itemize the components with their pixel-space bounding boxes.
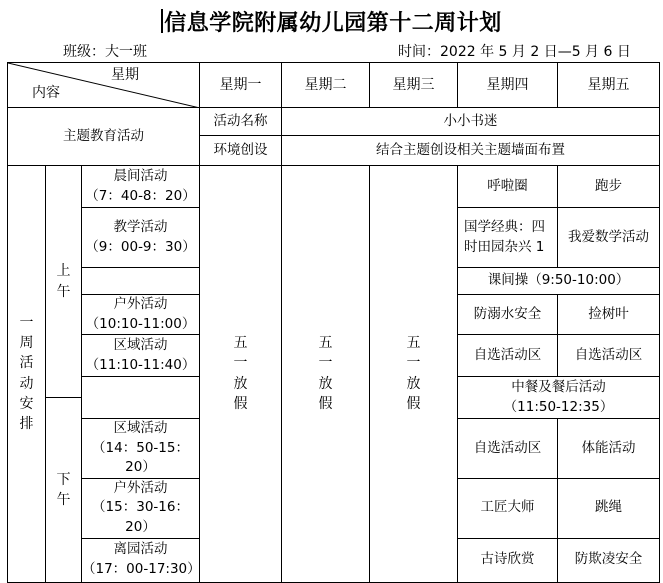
fri-outdoor-pm: 跳绳	[558, 478, 660, 538]
activity-time: （10:10-11:00）	[85, 315, 196, 332]
activity-name: 户外活动	[113, 296, 168, 312]
theme-row-1	[8, 108, 660, 136]
holiday-tue	[282, 166, 370, 583]
activity-time: （15：30-16：20）	[92, 499, 189, 535]
activity-name-label: 活动名称	[200, 108, 282, 136]
holiday-text-mon: 五一放假	[233, 335, 248, 413]
corner-content-label: 内容	[32, 84, 60, 101]
header-row	[8, 63, 660, 108]
activity-morning-exercise	[82, 166, 200, 208]
morning-label-text: 上午	[56, 263, 71, 300]
lunch-activity	[458, 377, 660, 419]
break-exercise: 课间操（9:50-10:00）	[458, 268, 660, 295]
fri-morning-exercise: 跑步	[558, 166, 660, 208]
holiday-text-wed: 五一放假	[406, 335, 421, 413]
thu-area-pm: 自选活动区	[458, 419, 558, 479]
activity-name: 晨间活动	[113, 167, 168, 184]
afternoon-label-text: 下午	[56, 471, 71, 508]
activity-name: 区域活动	[113, 420, 168, 437]
class-info: 班级：大一班	[63, 44, 147, 60]
activity-name: 教学活动	[113, 218, 168, 235]
activity-teaching	[82, 208, 200, 268]
morning-label	[46, 166, 82, 398]
activity-outdoor-am	[82, 295, 200, 335]
page-title	[0, 6, 663, 37]
fri-outdoor-am: 捡树叶	[558, 295, 660, 335]
thu-morning-exercise: 呼啦圈	[458, 166, 558, 208]
activity-leave	[82, 538, 200, 582]
fri-area-am: 自选活动区	[558, 335, 660, 377]
lunch-name: 中餐及餐后活动	[511, 379, 606, 396]
activity-name-value: 小小书迷	[282, 108, 660, 136]
activity-name: 户外活动	[113, 479, 168, 496]
theme-label: 主题教育活动	[8, 108, 200, 166]
day-header-mon: 星期一	[200, 63, 282, 108]
activity-name: 离园活动	[113, 541, 168, 558]
lunch-time: （11:50-12:35）	[503, 398, 614, 415]
week-label-text: 一周活动安排	[19, 314, 34, 433]
weekly-plan-table	[7, 62, 660, 583]
fri-area-pm: 体能活动	[558, 419, 660, 479]
activity-time: （7：40-8：20）	[85, 187, 196, 204]
thu-outdoor-pm: 工匠大师	[458, 478, 558, 538]
thu-leave: 古诗欣赏	[458, 538, 558, 582]
corner-header	[8, 63, 200, 108]
fri-leave: 防欺凌安全	[558, 538, 660, 582]
page-title-text: 信息学院附属幼儿园第十二周计划	[164, 11, 502, 36]
thu-area-am: 自选活动区	[458, 335, 558, 377]
holiday-wed	[370, 166, 458, 583]
activity-name: 区域活动	[113, 337, 168, 354]
thu-outdoor-am: 防溺水安全	[458, 295, 558, 335]
thu-teaching: 国学经典：四时田园杂兴 1	[458, 208, 558, 268]
day-header-tue: 星期二	[282, 63, 370, 108]
date-info: 时间：2022 年 5 月 2 日—5 月 6 日	[398, 44, 631, 60]
day-header-fri: 星期五	[558, 63, 660, 108]
holiday-text-tue: 五一放假	[318, 335, 333, 413]
environment-value: 结合主题创设相关主题墙面布置	[282, 136, 660, 166]
row-morning-exercise	[8, 166, 660, 208]
fri-teaching: 我爱数学活动	[558, 208, 660, 268]
activity-time: （14：50-15：20）	[92, 439, 189, 476]
day-header-wed: 星期三	[370, 63, 458, 108]
activity-time: （9：00-9：30）	[85, 238, 196, 255]
activity-time: （11:10-11:40）	[85, 356, 196, 373]
activity-empty-2	[82, 377, 200, 419]
text-cursor	[161, 9, 163, 33]
holiday-mon	[200, 166, 282, 583]
corner-weekday-label: 星期	[111, 67, 139, 83]
afternoon-label	[46, 398, 82, 582]
activity-outdoor-pm	[82, 478, 200, 538]
activity-empty-1	[82, 268, 200, 295]
activity-area-am	[82, 335, 200, 377]
week-label	[8, 166, 46, 583]
activity-area-pm	[82, 419, 200, 479]
environment-label: 环境创设	[200, 136, 282, 166]
activity-time: （17：00-17:30）	[82, 561, 201, 577]
day-header-thu: 星期四	[458, 63, 558, 108]
